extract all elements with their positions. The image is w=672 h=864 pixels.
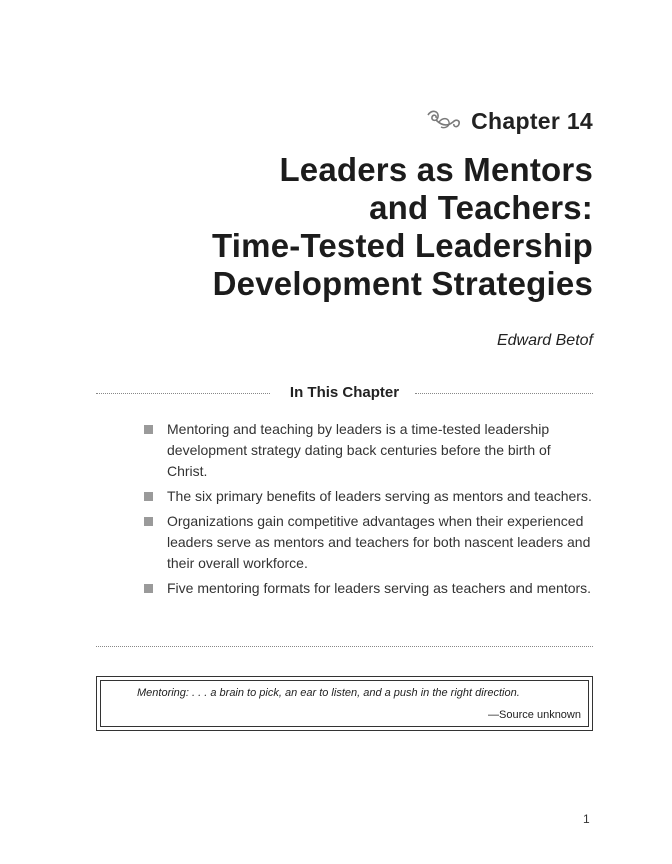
epigraph-box	[96, 676, 593, 731]
fleuron-ornament-icon	[426, 108, 461, 134]
list-item-text: The six primary benefits of leaders serving as mentors and teachers.	[167, 488, 592, 504]
in-this-chapter-heading: In This Chapter	[289, 384, 400, 401]
list-item-text: Five mentoring formats for leaders serving as teachers and mentors.	[167, 580, 592, 596]
chapter-title-line: and Teachers:	[369, 189, 593, 226]
chapter-title	[73, 151, 593, 303]
list-item	[143, 578, 593, 599]
list-item-text: Mentoring and teaching by leaders is a time-tested leadership development strategy dating back centuries before the birth of Christ.	[167, 421, 551, 479]
square-bullet-icon	[144, 425, 153, 434]
square-bullet-icon	[144, 584, 153, 593]
chapter-title-line: Time-Tested Leadership	[212, 227, 593, 264]
author-name: Edward Betof	[496, 332, 593, 349]
page-number: 1	[583, 812, 590, 826]
square-bullet-icon	[144, 492, 153, 501]
epigraph-source: —Source unknown	[488, 709, 581, 721]
list-item-text: Organizations gain competitive advantages when their experienced leaders serve as mentors and teachers for both nascent leaders and their overall workforce.	[167, 513, 591, 571]
chapter-heading	[426, 104, 593, 138]
dotted-divider	[96, 646, 593, 647]
chapter-title-line: Development Strategies	[212, 265, 593, 302]
chapter-summary-list	[143, 419, 593, 603]
epigraph-inner-frame	[100, 680, 589, 727]
chapter-label: Chapter 14	[471, 107, 593, 134]
dotted-divider	[415, 393, 593, 394]
list-item	[143, 486, 593, 507]
in-this-chapter-header	[96, 381, 593, 407]
epigraph-quote: Mentoring: . . . a brain to pick, an ear to listen, and a push in the right direction.	[137, 687, 520, 699]
chapter-title-line: Leaders as Mentors	[279, 151, 593, 188]
list-item	[143, 419, 593, 482]
list-item	[143, 511, 593, 574]
square-bullet-icon	[144, 517, 153, 526]
